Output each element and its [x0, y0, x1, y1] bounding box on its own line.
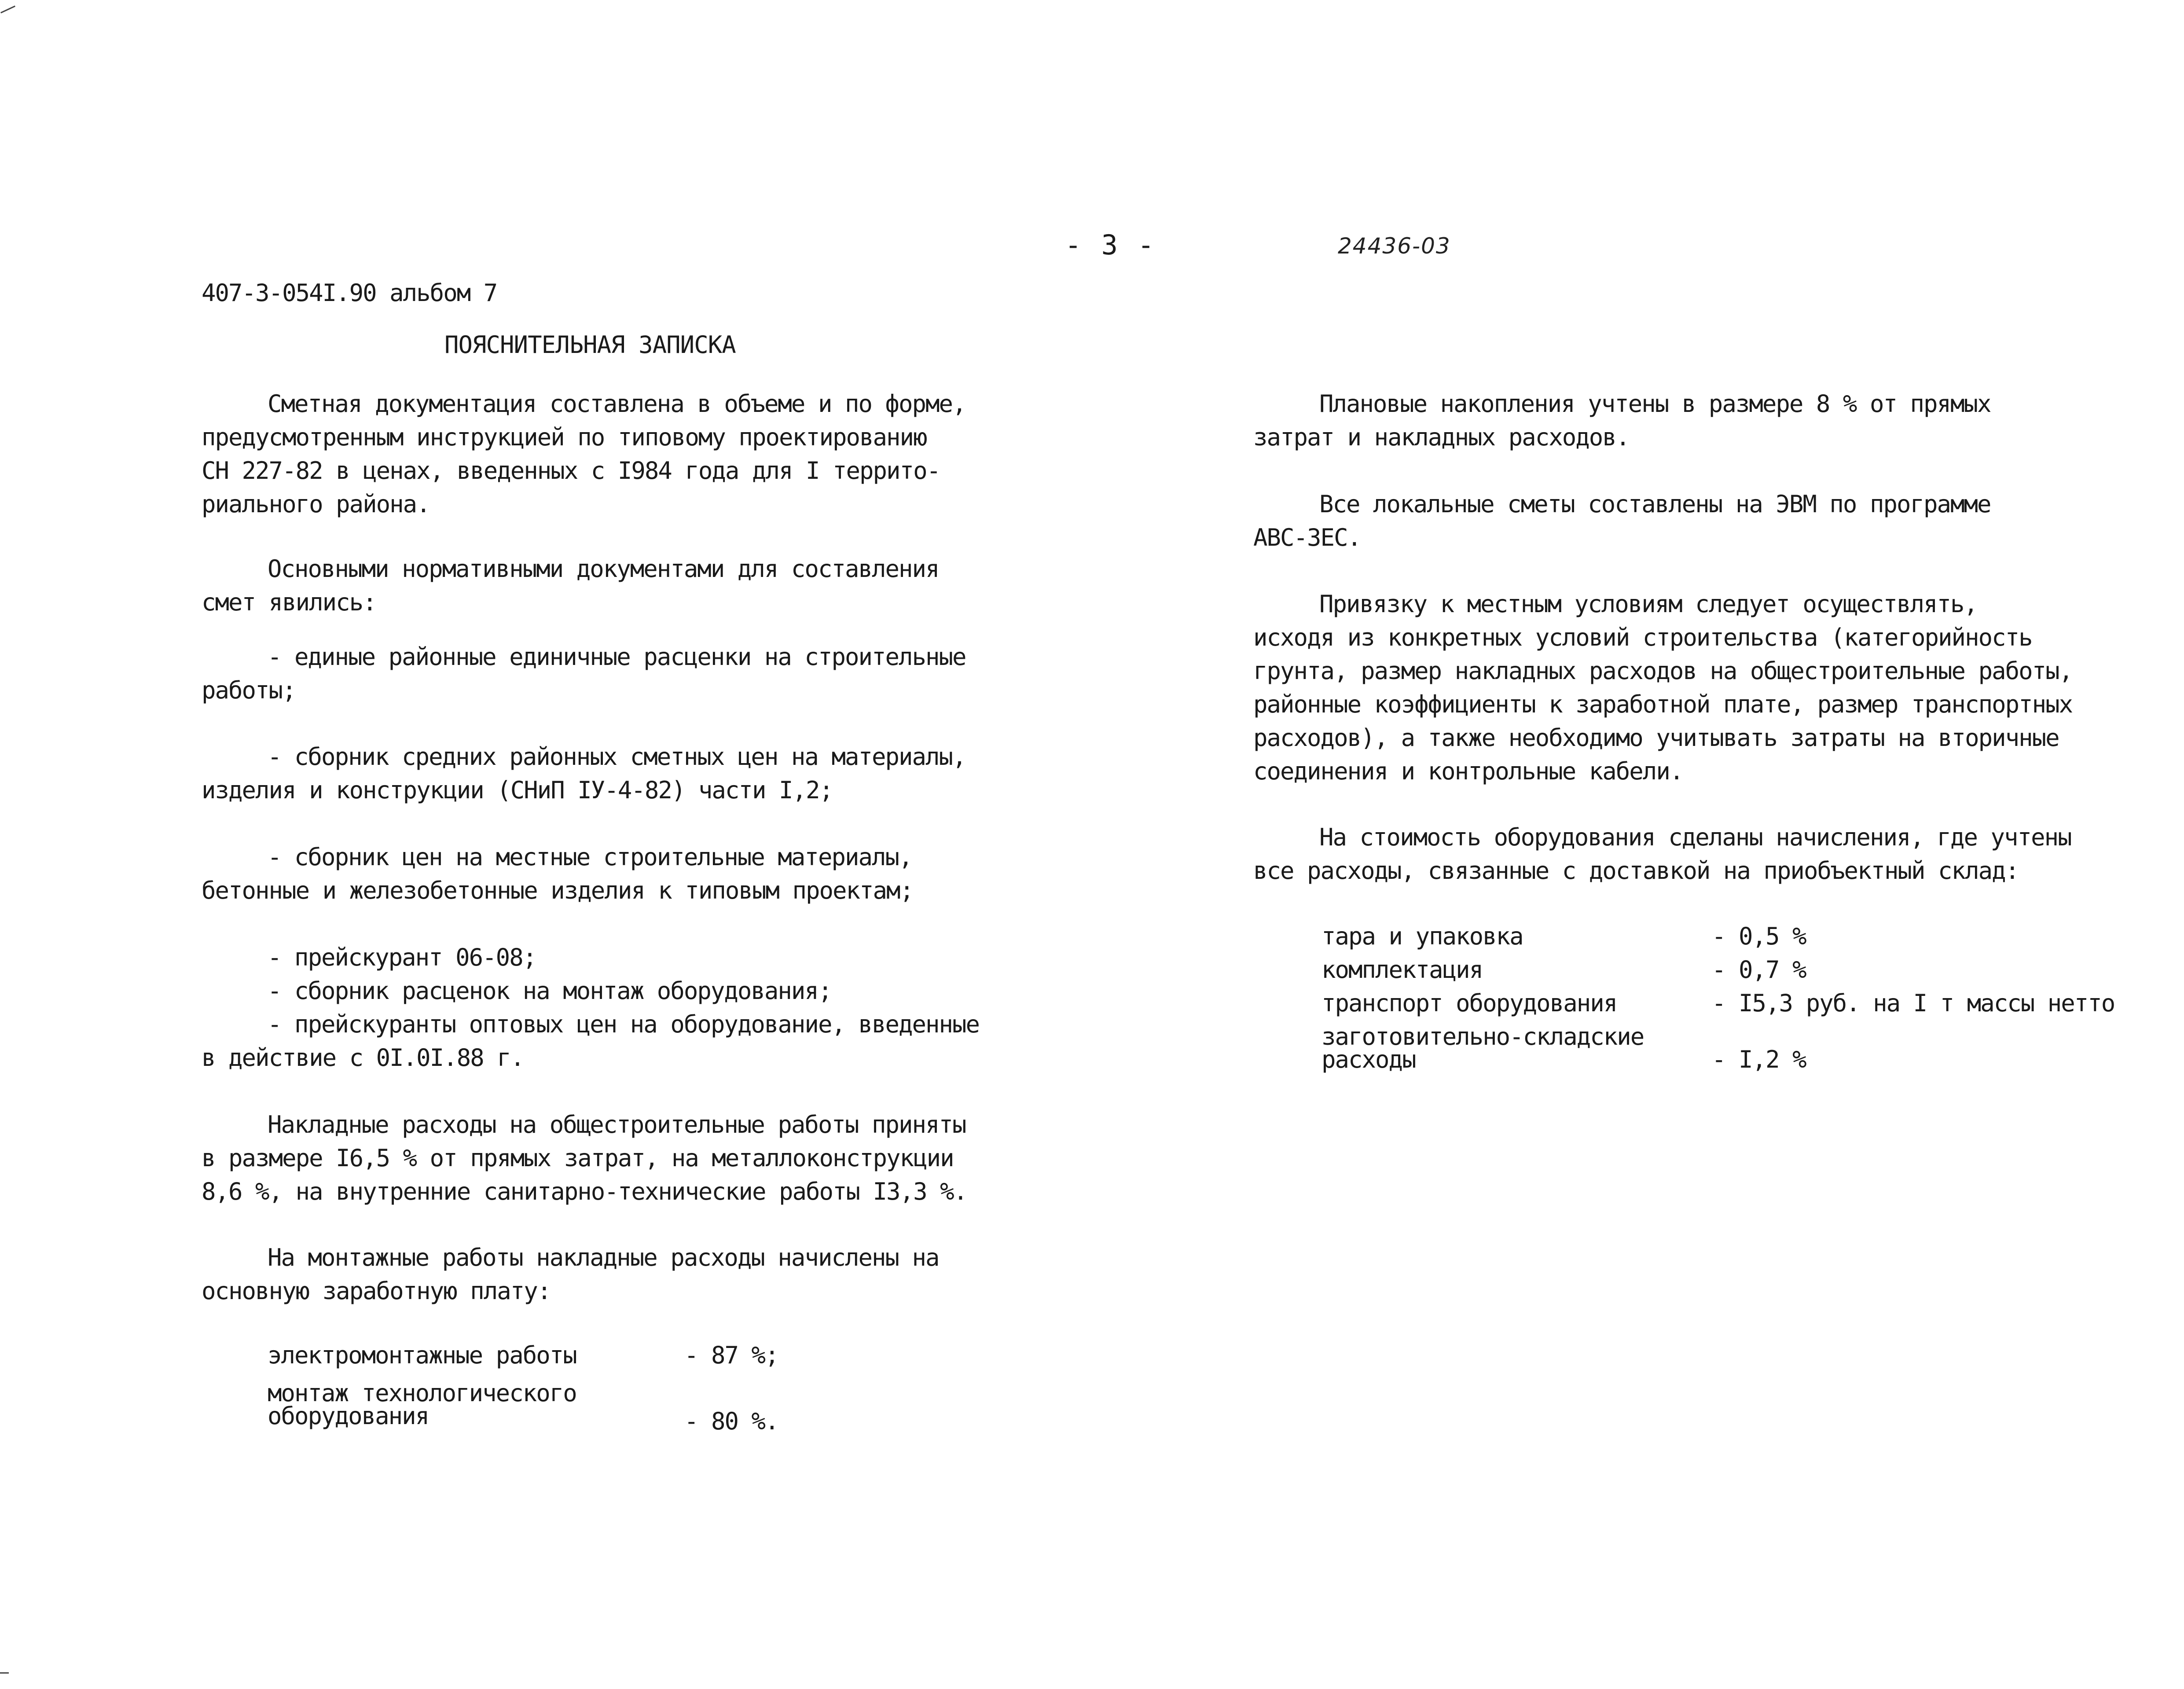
list-price-catalogs: - прейскурант 06-08; - сборник расценок на монтаж оборудования; - прейскуранты оптовых цен на оборудование, введенные в действие с 0I.0I.88 г. — [202, 944, 980, 1072]
rate-label-electrical: электромонтажные работы — [268, 1341, 576, 1369]
paragraph-planned-savings: Плановые накопления учтены в размере 8 % от прямых затрат и накладных расходов. — [1253, 390, 1991, 451]
album-reference: 407-3-054I.90 альбом 7 — [202, 279, 497, 307]
rate-value-electrical: - 87 %; — [684, 1341, 778, 1369]
paragraph-computer-estimates: Все локальные сметы составлены на ЭВМ по программе АВС-ЗЕС. — [1253, 490, 1991, 551]
page-title: ПОЯСНИТЕЛЬНАЯ ЗАПИСКА — [444, 331, 736, 359]
charge-value-transport: - I5,3 руб. на I т массы нетто — [1712, 989, 2115, 1017]
paragraph-local-conditions: Привязку к местным условиям следует осуществлять, исходя из конкретных условий строительства (категорийность грунта, размер накладных расходов на общестроительные работы, районные коэффициенты к заработной плате, размер транспортных расходов), а также необходимо учитывать затраты на вторичные соединения и контрольные кабели. — [1253, 590, 2073, 785]
page-number: - 3 - — [1065, 229, 1156, 261]
scan-mark — [0, 1672, 9, 1674]
paragraph-normative-docs: Основными нормативными документами для составления смет явились: — [202, 555, 939, 616]
paragraph-installation-overhead: На монтажные работы накладные расходы начислены на основную заработную плату: — [202, 1244, 939, 1305]
charge-value-warehouse: - I,2 % — [1712, 1046, 1806, 1073]
charge-label-transport: транспорт оборудования — [1321, 989, 1617, 1017]
rate-value-equipment-install: - 80 %. — [684, 1407, 778, 1435]
list-item-unit-rates: - единые районные единичные расценки на строительные работы; — [202, 643, 966, 704]
list-item-material-prices: - сборник средних районных сметных цен на материалы, изделия и конструкции (СНиП IУ-4-82) части I,2; — [202, 743, 966, 804]
scan-mark — [0, 6, 15, 14]
paragraph-estimate-docs: Сметная документация составлена в объеме и по форме, предусмотренным инструкцией по типовому проектированию СН 227-82 в ценах, введенных с I984 года для I террито- риального района. — [202, 390, 966, 518]
charge-label-completion: комплектация — [1321, 956, 1483, 984]
charge-label-warehouse: заготовительно-складские расходы — [1321, 1023, 1644, 1073]
charge-value-completion: - 0,7 % — [1712, 956, 1806, 984]
rate-label-equipment-install: монтаж технологического оборудования — [268, 1379, 576, 1430]
charge-value-packaging: - 0,5 % — [1712, 922, 1806, 950]
list-item-local-materials: - сборник цен на местные строительные материалы, бетонные и железобетонные изделия к типовым проектам; — [202, 843, 914, 904]
charge-label-packaging: тара и упаковка — [1321, 922, 1523, 950]
paragraph-equipment-charges: На стоимость оборудования сделаны начисления, где учтены все расходы, связанные с доставкой на приобъектный склад: — [1253, 823, 2071, 885]
paragraph-overhead-costs: Накладные расходы на общестроительные работы приняты в размере I6,5 % от прямых затрат, на металлоконструкции 8,6 %, на внутренние санитарно-технические работы I3,3 %. — [202, 1111, 967, 1205]
document-code: 24436-03 — [1338, 233, 1451, 259]
